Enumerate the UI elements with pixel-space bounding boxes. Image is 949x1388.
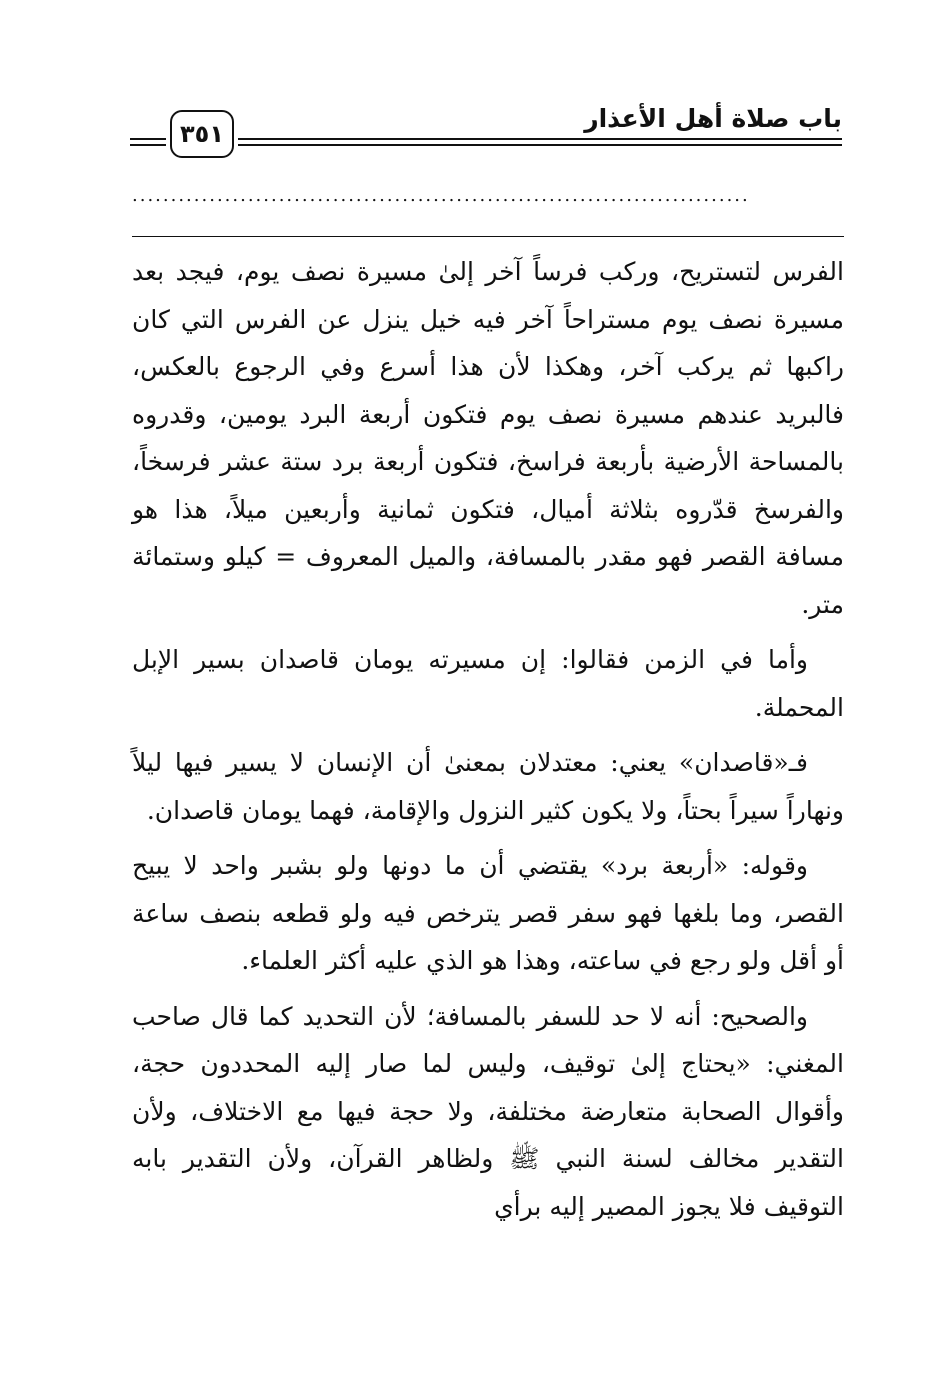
header-rule: [130, 138, 166, 140]
header-rule: [238, 138, 842, 140]
footnote-dots: ................................................................................: [132, 186, 750, 206]
paragraph: والصحيح: أنه لا حد للسفر بالمسافة؛ لأن التحديد كما قال صاحب المغني: «يحتاج إلىٰ توقيف، وليس لما صار إليه المحددون حجة، وأقوال الصحابة متعارضة مختلفة، ولا حجة فيها مع الاختلاف، ولأن التقدير مخالف لسنة النبي ﷺ ولظاهر القرآن، ولأن التقدير بابه التوقيف فلا يجوز المصير إليه برأي: [132, 1001, 844, 1221]
paragraph: الفرس لتستريح، وركب فرساً آخر إلىٰ مسيرة نصف يوم، فيجد بعد مسيرة نصف يوم مستراحاً آخر فيه خيل ينزل عن الفرس التي كان راكبها ثم يركب آخر، وهكذا لأن هذا أسرع وفي الرجوع بالعكس، فالبريد عندهم مسيرة نصف يوم فتكون أربعة البرد يومين، وقدروه بالمساحة الأرضية بأربعة فراسخ، فتكون أربعة برد ستة عشر فرسخاً، والفرسخ قدّروه بثلاثة أميال، فتكون ثمانية وأربعين ميلاً، هذا هو مسافة القصر فهو مقدر بالمسافة، والميل المعروف = كيلو وستمائة متر.: [132, 257, 844, 619]
separator-rule: [132, 236, 844, 237]
body-text: [132, 248, 844, 1230]
running-header: [130, 102, 842, 164]
paragraph: فـ«قاصدان» يعني: معتدلان بمعنىٰ أن الإنسان لا يسير فيها ليلاً ونهاراً سيراً بحتاً، ولا يكون كثير النزول والإقامة، فهما يومان قاصدان.: [132, 748, 844, 825]
header-rule: [130, 144, 166, 146]
paragraph: وأما في الزمن فقالوا: إن مسيرته يومان قاصدان بسير الإبل المحملة.: [132, 645, 844, 722]
header-rule: [238, 144, 842, 146]
chapter-title: باب صلاة أهل الأعذار: [584, 104, 842, 133]
paragraph: وقوله: «أربعة برد» يقتضي أن ما دونها ولو بشبر واحد لا يبيح القصر، وما بلغها فهو سفر قصر يترخص فيه ولو قطعه بنصف ساعة أو أقل ولو رجع في ساعته، وهذا هو الذي عليه أكثر العلماء.: [132, 851, 844, 975]
page-number: ٣٥١: [170, 110, 234, 158]
